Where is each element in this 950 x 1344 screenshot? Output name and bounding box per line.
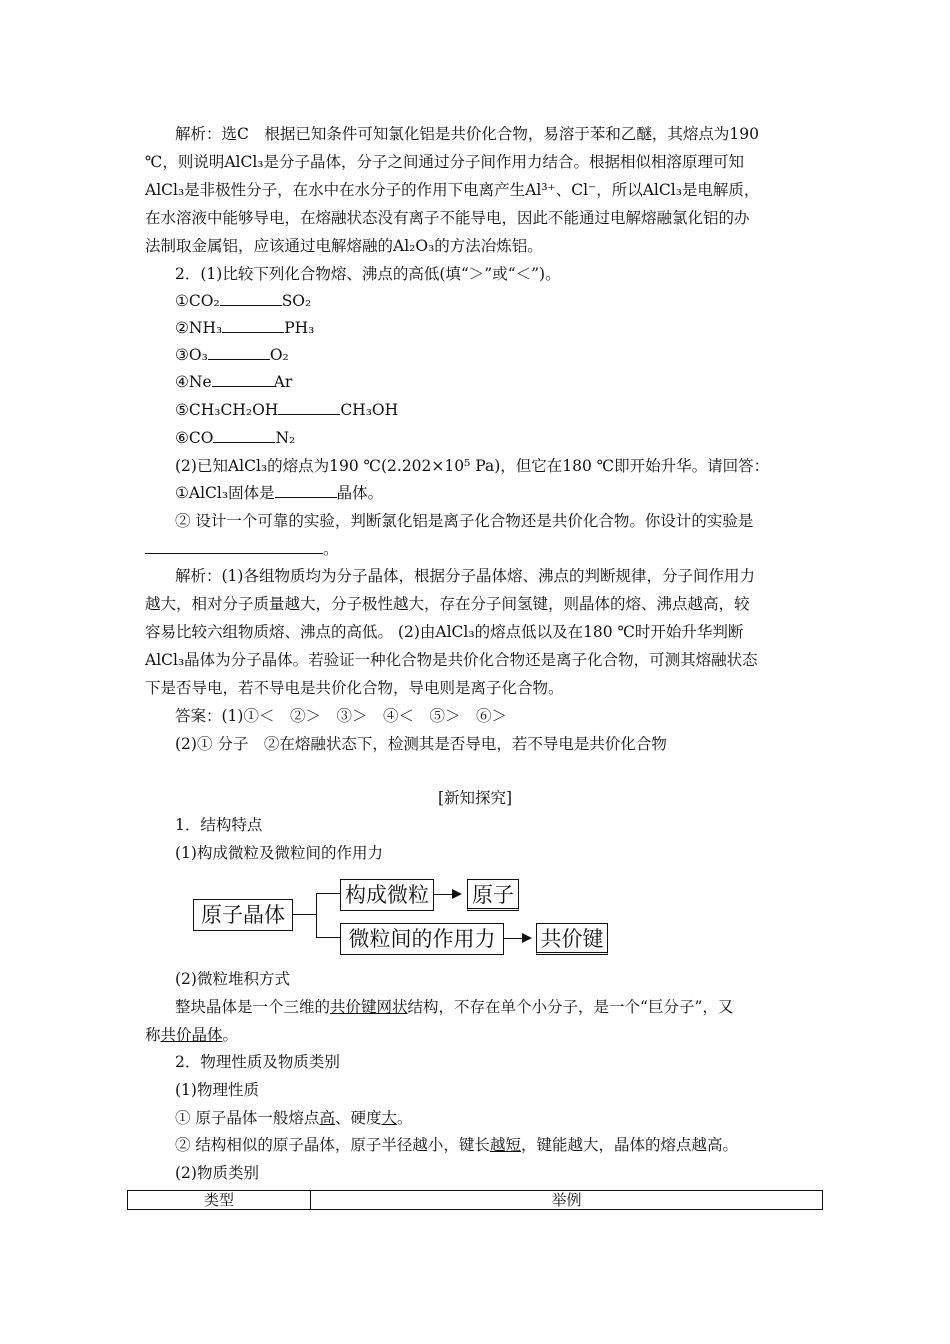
compare-item-1 xyxy=(175,291,850,311)
arrow-right-icon xyxy=(452,889,462,899)
underlined-term: 高 xyxy=(319,1109,335,1127)
answer-blank xyxy=(212,372,274,387)
item-left: ①CO₂ xyxy=(175,292,220,310)
item-left: ④Ne xyxy=(175,373,212,391)
question-2-part-2b-blank-line xyxy=(145,539,820,559)
structure-sub-1: (1)构成微粒及微粒间的作用力 xyxy=(175,844,383,862)
answer-blank xyxy=(275,483,337,498)
structure-text-line-2 xyxy=(145,1025,820,1045)
compare-item-6 xyxy=(175,428,850,448)
question-2-part-2a xyxy=(175,483,850,503)
table-header-type: 类型 xyxy=(128,1191,311,1210)
diagram-result-bond: 共价键 xyxy=(536,923,608,955)
structure-title: 1．结构特点 xyxy=(175,816,263,834)
question-2-title: 2．(1)比较下列化合物熔、沸点的高低(填“＞”或“＜”)。 xyxy=(175,265,561,283)
text-part: ② 结构相似的原子晶体，原子半径越小，键长 xyxy=(175,1136,490,1154)
table-header-example: 举例 xyxy=(311,1191,823,1210)
answer-blank xyxy=(222,318,284,333)
item-right: Ar xyxy=(273,373,293,391)
category-table xyxy=(127,1190,823,1210)
diagram-box-interaction: 微粒间的作用力 xyxy=(340,923,504,955)
item-right: N₂ xyxy=(275,429,296,447)
properties-sub-1: (1)物理性质 xyxy=(175,1081,259,1099)
analysis-1-line-1: 解析：选C 根据已知条件可知氯化铝是共价化合物，易溶于苯和乙醚，其熔点为190 xyxy=(175,125,759,143)
compare-item-4 xyxy=(175,372,850,392)
compare-item-2 xyxy=(175,318,850,338)
compare-item-3 xyxy=(175,345,850,365)
answer-blank xyxy=(278,400,340,415)
underlined-term: 大 xyxy=(381,1109,397,1127)
item-left: ②NH₃ xyxy=(175,319,223,337)
text-part: 。 xyxy=(222,1026,239,1044)
item-right: CH₃OH xyxy=(340,401,399,419)
properties-item-1 xyxy=(175,1108,850,1128)
text-part: ，键能越大，晶体的熔点越高。 xyxy=(520,1136,738,1154)
diagram-connector xyxy=(316,937,340,938)
question-2-part-2: (2)已知AlCl₃的熔点为190 ℃(2.202×10⁵ Pa)，但它在180 ℃即开始升华。请回答： xyxy=(175,457,770,475)
answer-blank xyxy=(213,428,275,443)
item-left: ③O₃ xyxy=(175,346,208,364)
text-part: 称 xyxy=(145,1026,161,1044)
table-header-row xyxy=(128,1191,823,1210)
structure-sub-2: (2)微粒堆积方式 xyxy=(175,970,290,988)
compare-item-5 xyxy=(175,400,850,420)
item-left: ⑥CO xyxy=(175,429,214,447)
properties-item-2 xyxy=(175,1135,850,1155)
arrow-right-icon xyxy=(522,933,532,943)
underlined-term: 共价键网状 xyxy=(330,998,408,1016)
part-2b-end: 。 xyxy=(323,540,339,558)
answer-blank xyxy=(145,539,323,554)
item-right: PH₃ xyxy=(284,319,315,337)
answer-line-1: 答案：(1)①＜ ②＞ ③＞ ④＜ ⑤＞ ⑥＞ xyxy=(175,707,507,725)
analysis-1-line-2: ℃，则说明AlCl₃是分子晶体，分子之间通过分子间作用力结合。根据相似相溶原理可知 xyxy=(145,153,745,171)
diagram-connector xyxy=(316,893,340,894)
item-right: SO₂ xyxy=(281,292,312,310)
analysis-2-line-1: 解析：(1)各组物质均为分子晶体，根据分子晶体熔、沸点的判断规律，分子间作用力 xyxy=(175,567,755,585)
analysis-2-line-4: AlCl₃晶体为分子晶体。若验证一种化合物是共价化合物还是离子化合物，可测其熔融状态 xyxy=(145,651,758,669)
structure-text-line-1 xyxy=(175,997,850,1017)
text-part: 、硬度 xyxy=(334,1109,382,1127)
properties-sub-2: (2)物质类别 xyxy=(175,1164,259,1182)
diagram-result-atom: 原子 xyxy=(467,879,519,911)
part-2a-prefix: ①AlCl₃固体是 xyxy=(175,484,275,502)
underlined-term: 共价晶体 xyxy=(160,1026,223,1044)
answer-blank xyxy=(208,345,270,360)
answer-blank xyxy=(220,291,282,306)
part-2a-suffix: 晶体。 xyxy=(336,484,384,502)
diagram-box-particles: 构成微粒 xyxy=(340,879,434,911)
diagram-connector xyxy=(292,914,316,915)
answer-line-2: (2)① 分子 ②在熔融状态下，检测其是否导电，若不导电是共价化合物 xyxy=(175,735,667,753)
diagram-root-box: 原子晶体 xyxy=(193,899,293,931)
analysis-2-line-3: 容易比较六组物质熔、沸点的高低。 (2)由AlCl₃的熔点低以及在180 ℃时开始升华判断 xyxy=(145,623,744,641)
analysis-1-line-4: 在水溶液中能够导电，在熔融状态没有离子不能导电，因此不能通过电解熔融氯化铝的办 xyxy=(145,209,750,227)
text-part: 。 xyxy=(396,1109,413,1127)
analysis-1-line-3: AlCl₃是非极性分子，在水中在水分子的作用下电离产生Al³⁺、Cl⁻，所以AlCl₃是电解质， xyxy=(145,181,760,199)
question-2-part-2b: ② 设计一个可靠的实验，判断氯化铝是离子化合物还是共价化合物。你设计的实验是 xyxy=(175,512,754,530)
properties-title: 2．物理性质及物质类别 xyxy=(175,1053,340,1071)
text-part: 整块晶体是一个三维的 xyxy=(175,998,331,1016)
text-part: ① 原子晶体一般熔点 xyxy=(175,1109,320,1127)
analysis-2-line-5: 下是否导电，若不导电是共价化合物，导电则是离子化合物。 xyxy=(145,679,564,697)
diagram-bracket xyxy=(316,893,317,937)
item-right: O₂ xyxy=(269,346,289,364)
underlined-term: 越短 xyxy=(489,1136,521,1154)
analysis-1-line-5: 法制取金属铝，应该通过电解熔融的Al₂O₃的方法冶炼铝。 xyxy=(145,237,543,255)
diagram-arrow-line xyxy=(433,894,453,895)
item-left: ⑤CH₃CH₂OH xyxy=(175,401,279,419)
text-part: 结构，不存在单个小分子，是一个“巨分子”，又 xyxy=(407,998,734,1016)
section-heading: [新知探究] xyxy=(437,789,513,807)
diagram-arrow-line xyxy=(503,938,523,939)
analysis-2-line-2: 越大，相对分子质量越大，分子极性越大，存在分子间氢键，则晶体的熔、沸点越高，较 xyxy=(145,595,750,613)
